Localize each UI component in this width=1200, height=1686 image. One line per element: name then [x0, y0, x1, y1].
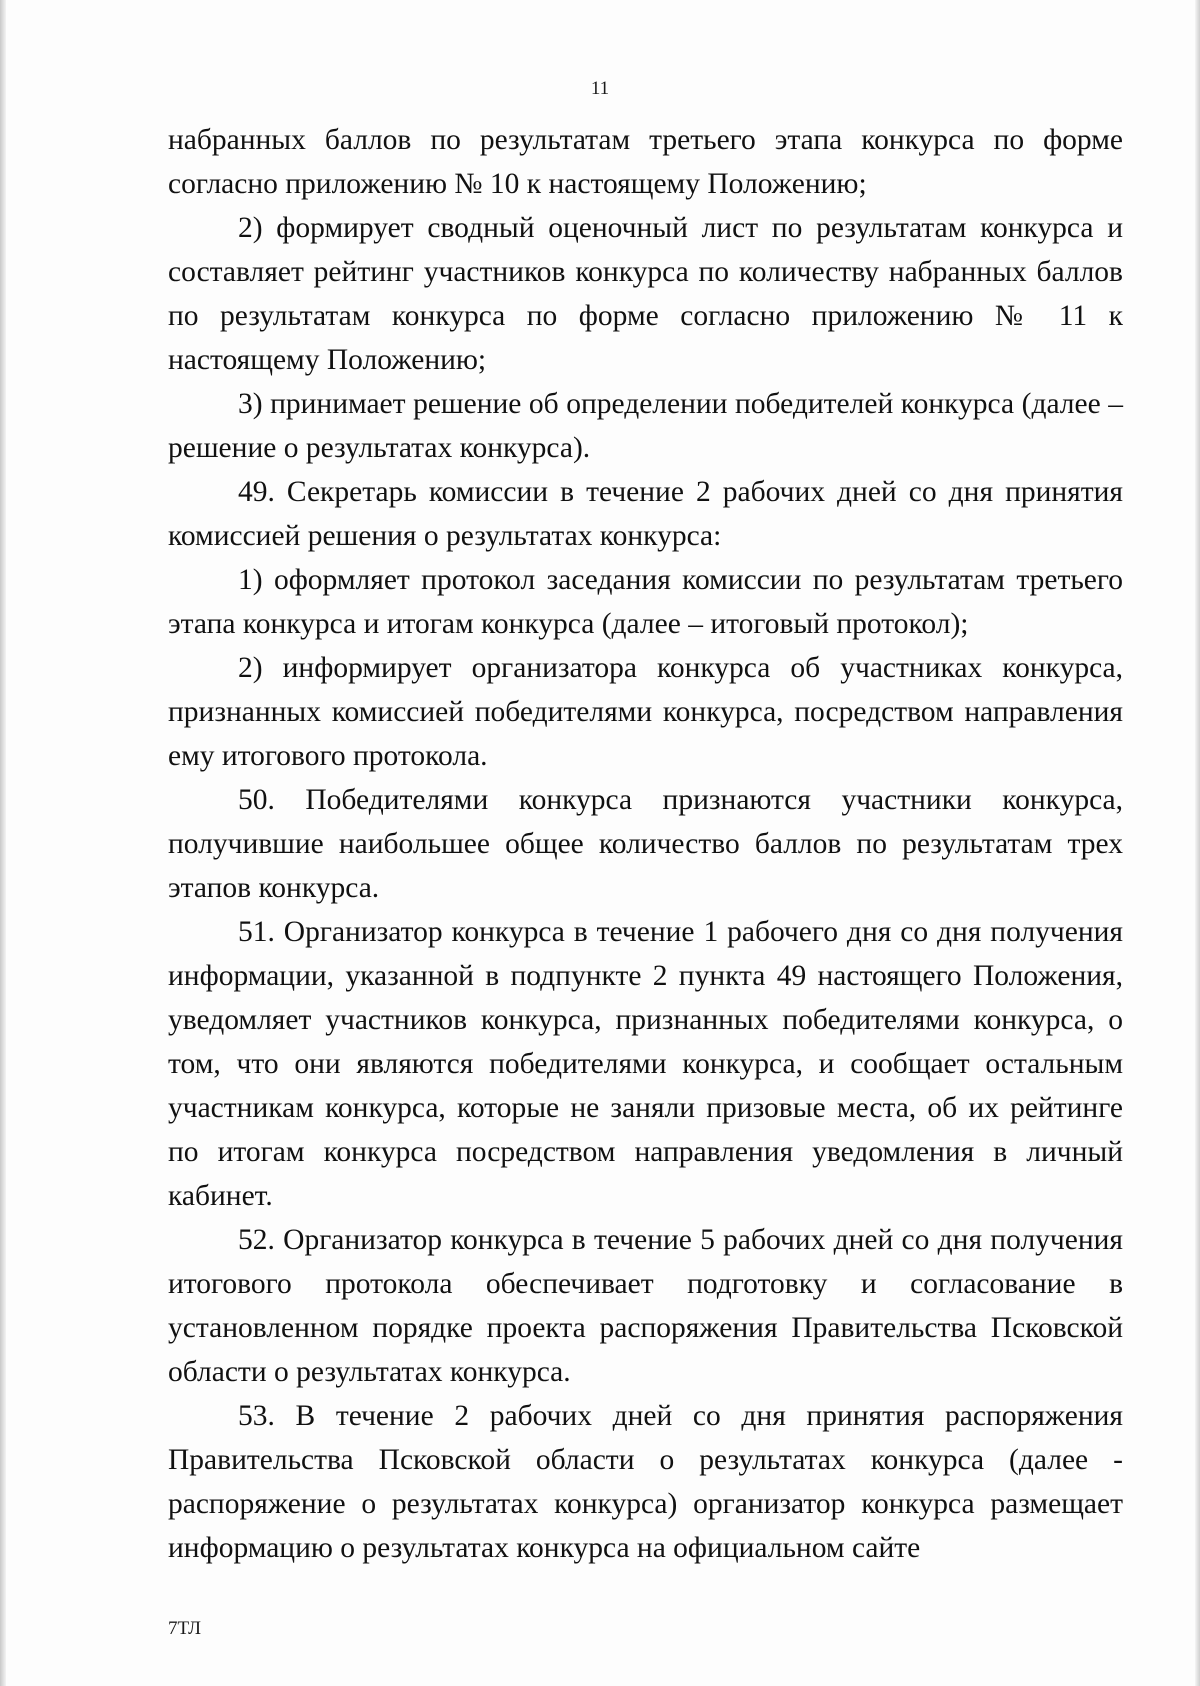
paragraph-item-2: 2) формирует сводный оценочный лист по результатам конкурса и составляет рейтинг участников конкурса по количеству набранных баллов по результатам конкурса по форме согласно приложению № 11 к настоящему Положению;	[168, 212, 1123, 376]
paragraph-49-item-2: 2) информирует организатора конкурса об участниках конкурса, признанных комиссией победителями конкурса, посредством направления ему итогового протокола.	[168, 652, 1123, 772]
paragraph-49: 49. Секретарь комиссии в течение 2 рабочих дней со дня принятия комиссией решения о результатах конкурса:	[168, 476, 1123, 552]
paragraph-continuation: набранных баллов по результатам третьего этапа конкурса по форме согласно приложению № 10 к настоящему Положению;	[168, 124, 1123, 200]
paragraph-52: 52. Организатор конкурса в течение 5 рабочих дней со дня получения итогового протокола обеспечивает подготовку и согласование в установленном порядке проекта распоряжения Правительства Псковской области о результатах конкурса.	[168, 1224, 1123, 1388]
scan-edge-right	[1195, 0, 1200, 1686]
scan-edge-left	[0, 0, 6, 1686]
paragraph-53: 53. В течение 2 рабочих дней со дня принятия распоряжения Правительства Псковской области о результатах конкурса (далее - распоряжение о результатах конкурса) организатор конкурса размещает информацию о результатах конкурса на официальном сайте	[168, 1400, 1123, 1564]
paragraph-item-3: 3) принимает решение об определении победителей конкурса (далее – решение о результатах конкурса).	[168, 388, 1123, 464]
document-body	[168, 118, 1123, 1570]
paragraph-51: 51. Организатор конкурса в течение 1 рабочего дня со дня получения информации, указанной в подпункте 2 пункта 49 настоящего Положения, уведомляет участников конкурса, признанных победителями конкурса, о том, что они являются победителями конкурса, и сообщает остальным участникам конкурса, которые не заняли призовые места, об их рейтинге по итогам конкурса посредством направления уведомления в личный кабинет.	[168, 916, 1123, 1212]
footer-code: 7ТЛ	[168, 1618, 202, 1639]
page-number: 11	[590, 78, 610, 99]
paragraph-49-item-1: 1) оформляет протокол заседания комиссии по результатам третьего этапа конкурса и итогам конкурса (далее – итоговый протокол);	[168, 564, 1123, 640]
paragraph-50: 50. Победителями конкурса признаются участники конкурса, получившие наибольшее общее количество баллов по результатам трех этапов конкурса.	[168, 784, 1123, 904]
